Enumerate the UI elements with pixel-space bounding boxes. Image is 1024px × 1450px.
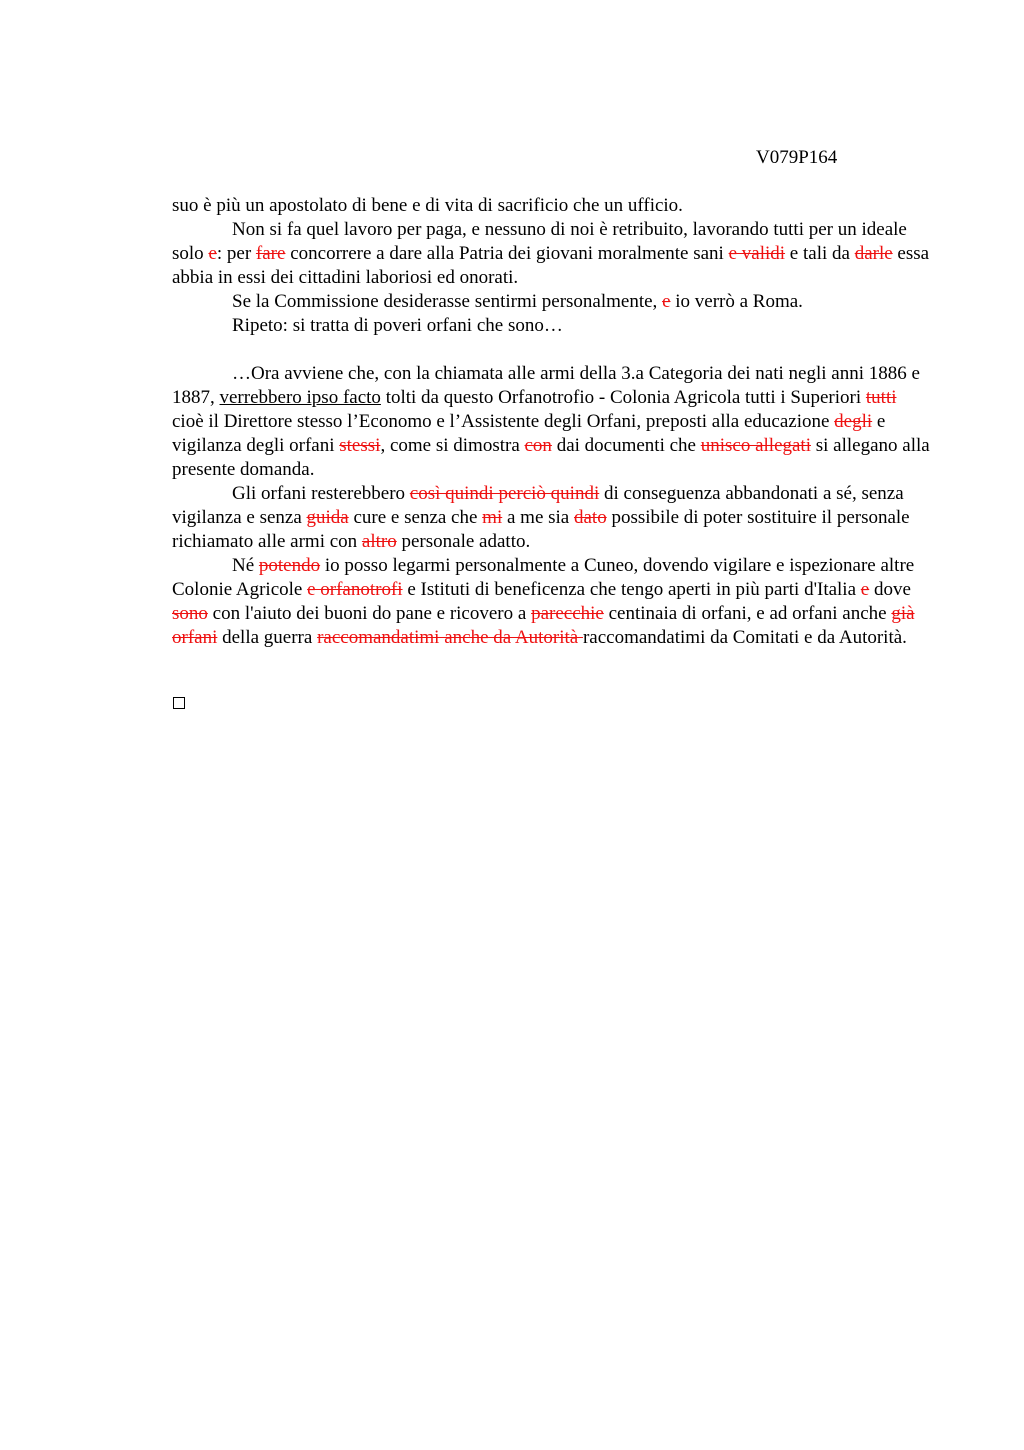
text-run: cure e senza che bbox=[348, 507, 483, 528]
checkbox-icon bbox=[173, 697, 185, 709]
page-id: V079P164 bbox=[756, 147, 838, 168]
text-run: Non si fa quel lavoro per paga, e nessuno di noi è retribuito, lavorando tutti per un ideale solo bbox=[172, 219, 907, 264]
letter-body bbox=[172, 194, 932, 650]
deleted-text: mi bbox=[482, 507, 503, 528]
paragraph-5 bbox=[172, 482, 932, 554]
text-run: dove bbox=[869, 579, 911, 600]
deleted-text: e orfanotrofi bbox=[307, 579, 403, 600]
text-run: dai documenti che bbox=[551, 435, 701, 456]
text-run: suo è più un apostolato di bene e di vita di sacrificio che un ufficio. bbox=[172, 195, 683, 216]
paragraph-1 bbox=[172, 218, 932, 290]
text-run: con l'aiuto dei buoni do pane e ricovero a bbox=[207, 603, 532, 624]
text-run: Ripeto: si tratta di poveri orfani che sono… bbox=[232, 315, 563, 336]
paragraph-0 bbox=[172, 194, 932, 218]
deleted-text: potendo bbox=[258, 555, 321, 576]
deleted-text: e validi bbox=[728, 243, 786, 264]
text-run: della guerra bbox=[217, 627, 318, 648]
deleted-text: sono bbox=[172, 603, 208, 624]
deleted-text: parecchie bbox=[531, 603, 604, 624]
deleted-text: darle bbox=[854, 243, 893, 264]
text-run: personale adatto. bbox=[396, 531, 531, 552]
deleted-text: unisco allegati bbox=[700, 435, 811, 456]
text-run: e tali da bbox=[785, 243, 855, 264]
text-run: essa abbia in essi dei cittadini laboriosi ed onorati. bbox=[172, 243, 930, 288]
deleted-text: degli bbox=[834, 411, 873, 432]
text-run: Né bbox=[232, 555, 259, 576]
text-run: si allegano alla presente domanda. bbox=[172, 435, 930, 480]
deleted-text: e bbox=[662, 291, 671, 312]
text-run: a me sia bbox=[502, 507, 574, 528]
text-run: io posso legarmi personalmente a Cuneo, dovendo vigilare e ispezionare altre Colonie Agricole bbox=[172, 555, 915, 600]
paragraph-4 bbox=[172, 362, 932, 482]
text-run: io verrò a Roma. bbox=[670, 291, 803, 312]
paragraph-3 bbox=[172, 314, 932, 338]
paragraph-2 bbox=[172, 290, 932, 314]
deleted-text: già orfani bbox=[172, 603, 915, 648]
text-run: centinaia di orfani, e ad orfani anche bbox=[603, 603, 892, 624]
text-run: di conseguenza abbandonati a sé, senza vigilanza e senza bbox=[172, 483, 904, 528]
text-run: cioè il Direttore stesso l’Economo e l’Assistente degli Orfani, preposti alla educazione bbox=[172, 411, 835, 432]
text-run: Se la Commissione desiderasse sentirmi personalmente, bbox=[232, 291, 663, 312]
deleted-text: fare bbox=[255, 243, 286, 264]
deleted-text: raccomandatimi anche da Autorità bbox=[317, 627, 583, 648]
deleted-text: e bbox=[860, 579, 870, 600]
underlined-text: verrebbero ipso facto bbox=[219, 387, 381, 408]
text-run: e Istituti di beneficenza che tengo aperti in più parti d'Italia bbox=[402, 579, 861, 600]
deleted-text: così quindi perciò quindi bbox=[409, 483, 600, 504]
deleted-text: e bbox=[208, 243, 217, 264]
text-run: …Ora avviene che, con la chiamata alle armi della 3.a Categoria dei nati negli anni 1886 e 1887, bbox=[172, 363, 920, 408]
text-run: concorrere a dare alla Patria dei giovani moralmente sani bbox=[285, 243, 729, 264]
text-run: possibile di poter sostituire il personale richiamato alle armi con bbox=[172, 507, 910, 552]
deleted-text: con bbox=[524, 435, 552, 456]
text-run: e vigilanza degli orfani bbox=[172, 411, 886, 456]
text-run: , come si dimostra bbox=[380, 435, 525, 456]
deleted-text: dato bbox=[574, 507, 607, 528]
deleted-text: altro bbox=[361, 531, 397, 552]
deleted-text: tutti bbox=[865, 387, 897, 408]
text-run: : per bbox=[216, 243, 256, 264]
text-run: raccomandatimi da Comitati e da Autorità. bbox=[582, 627, 907, 648]
deleted-text: guida bbox=[306, 507, 349, 528]
text-run: tolti da questo Orfanotrofio - Colonia Agricola tutti i Superiori bbox=[380, 387, 866, 408]
deleted-text: stessi bbox=[339, 435, 381, 456]
text-run: Gli orfani resterebbero bbox=[232, 483, 410, 504]
paragraph-6 bbox=[172, 554, 932, 650]
